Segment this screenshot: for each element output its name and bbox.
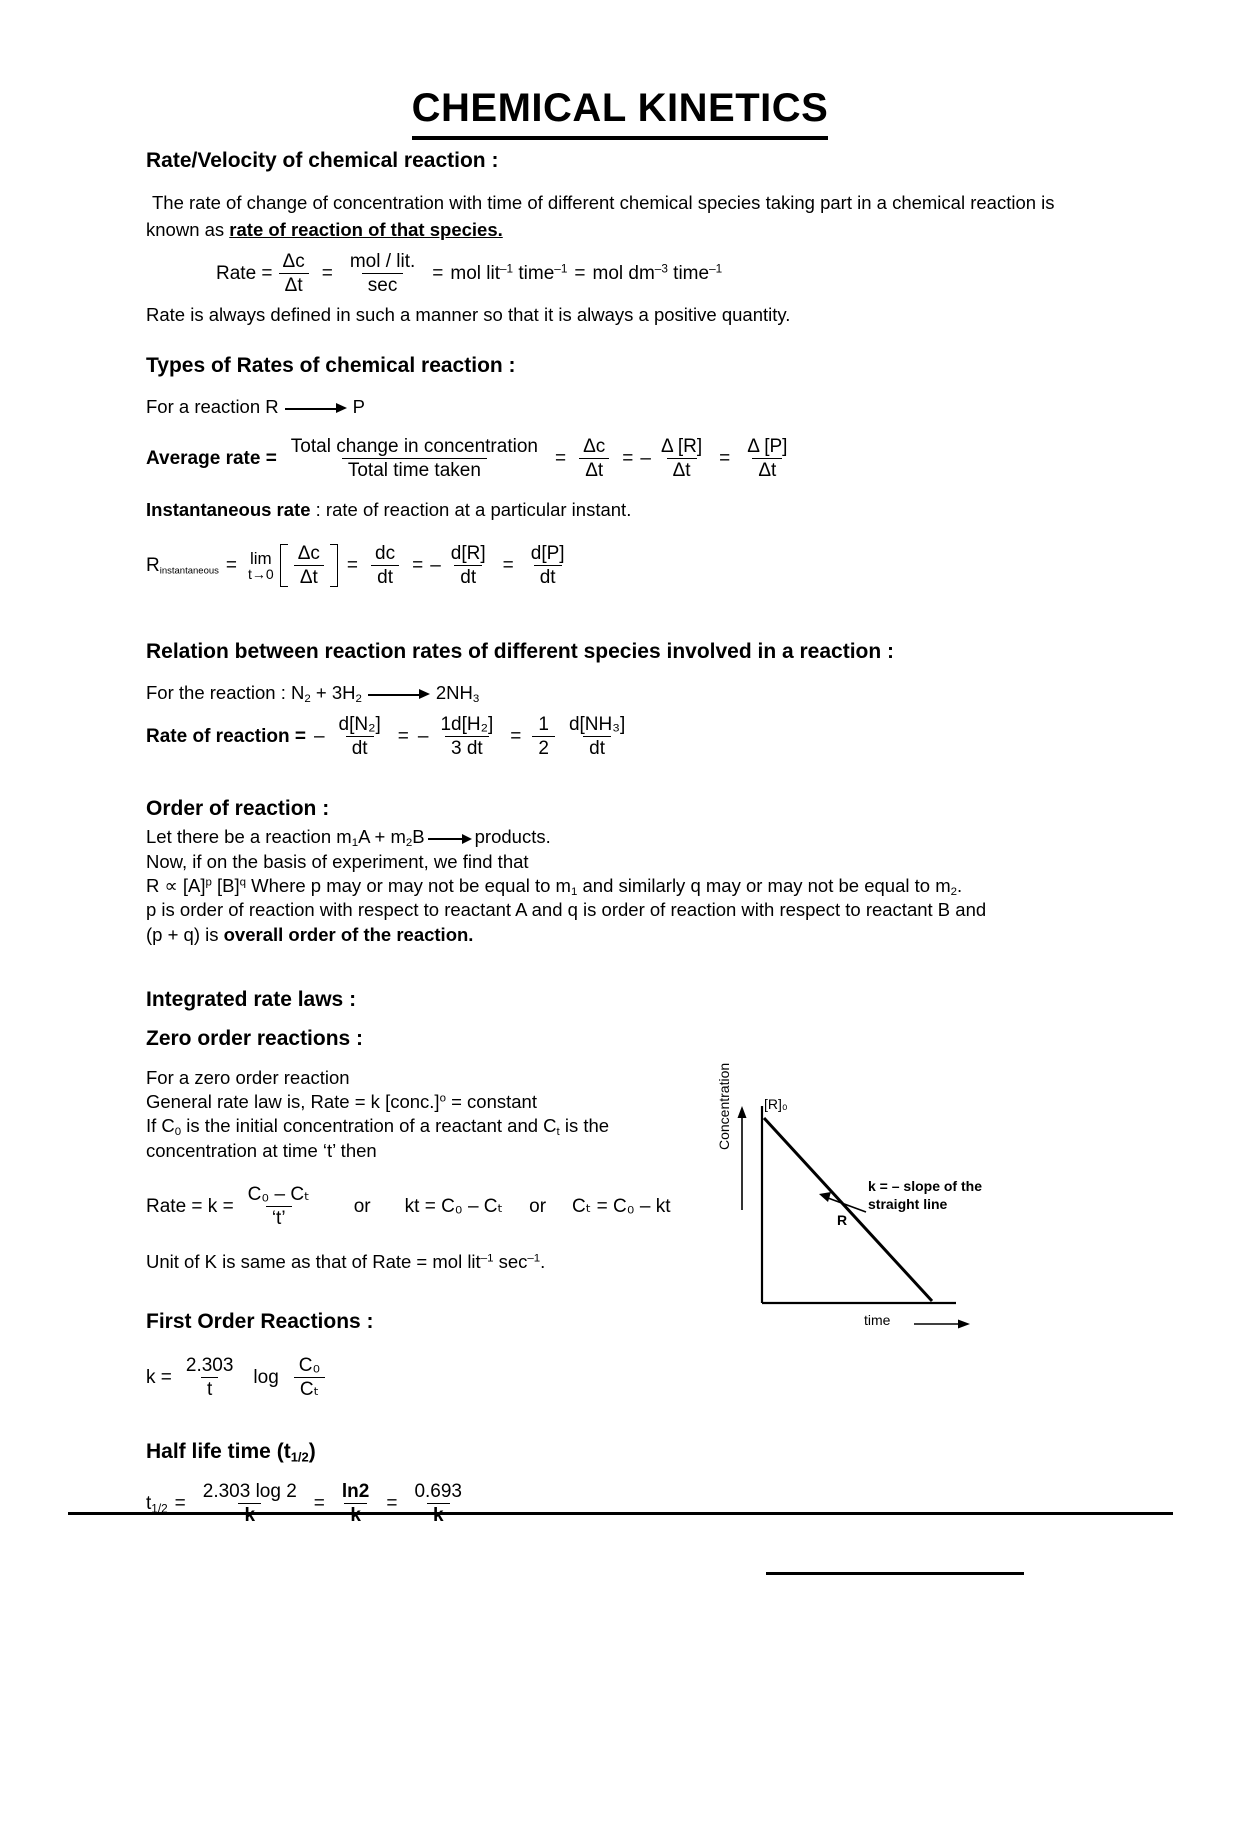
ammonia-h2-sub: 2 bbox=[355, 692, 362, 705]
ror-fraction-H2 bbox=[434, 715, 499, 758]
average-rate-num: Total change in concentration bbox=[290, 436, 538, 457]
graph-R-text: R bbox=[837, 1212, 848, 1228]
zero-order-Ct-sub: t bbox=[556, 1126, 560, 1139]
order-line3-m1-sub: 1 bbox=[570, 886, 578, 899]
rate-unit2-text: mol dm bbox=[592, 263, 655, 284]
rate-of-reaction-label: Rate of reaction = bbox=[146, 726, 306, 747]
half-life-eq2: = bbox=[386, 1493, 398, 1514]
order-line3-c: Where p may or may not be equal to m bbox=[246, 875, 571, 896]
ror-minus2: – bbox=[417, 726, 429, 747]
inst-br-den: Δt bbox=[294, 565, 324, 587]
average-rate-f3-den: Δt bbox=[667, 458, 697, 480]
average-rate-den: Total time taken bbox=[342, 458, 487, 480]
zero-order-exp-o: o bbox=[439, 1092, 446, 1105]
rate-formula-unit-1 bbox=[450, 264, 567, 283]
unit-note-c: . bbox=[540, 1251, 546, 1273]
graph-slope-annotation bbox=[868, 1178, 982, 1213]
first-order-label: k = bbox=[146, 1366, 172, 1388]
half-life-t-sub: 1/2 bbox=[151, 1502, 168, 1516]
graph-time-arrow-icon bbox=[958, 1320, 970, 1329]
rate-unit1-exp: –1 bbox=[500, 262, 514, 276]
instantaneous-rate-text: : rate of reaction at a particular instant. bbox=[310, 499, 632, 520]
rate-formula bbox=[216, 252, 1094, 295]
half-life-heading-b: ) bbox=[308, 1439, 316, 1463]
first-order-fraction-C0-Ct bbox=[293, 1356, 327, 1399]
ror-fraction-half bbox=[532, 715, 555, 758]
half-life-fraction-0693-k bbox=[408, 1482, 468, 1525]
r-instantaneous-subscript: instantaneous bbox=[159, 566, 219, 578]
zero-order-line3-b: is the initial concentration of a reactant and C bbox=[181, 1115, 557, 1137]
order-line3-a: R ∝ [A] bbox=[146, 875, 206, 896]
graph-annotation-arrow-icon bbox=[819, 1192, 831, 1202]
ror-f2-den: 3 dt bbox=[445, 736, 489, 758]
r-instantaneous-symbol bbox=[146, 555, 219, 578]
half-life-f2-num: ln2 bbox=[341, 1481, 370, 1502]
ror-f1-den: dt bbox=[346, 736, 374, 758]
order-line5-a: (p + q) is bbox=[146, 923, 224, 945]
average-rate-eq1: = bbox=[554, 448, 567, 469]
average-rate-label: Average rate = bbox=[146, 448, 277, 469]
footer-divider-short bbox=[766, 1572, 1024, 1575]
half-life-f3-den: k bbox=[427, 1503, 450, 1525]
heading-types-of-rates: Types of Rates of chemical reaction : bbox=[146, 354, 516, 378]
rate-formula-fraction-mol-sec bbox=[344, 252, 421, 295]
rate-unit2b-exp: –1 bbox=[709, 262, 723, 276]
ammonia-product: 2NH bbox=[435, 681, 473, 703]
average-rate-eq3: = bbox=[719, 448, 731, 469]
order-line3-m2-sub: 2 bbox=[950, 886, 957, 899]
first-order-log: log bbox=[253, 1366, 279, 1388]
rate-formula-eq2: = bbox=[432, 263, 444, 284]
rate-velocity-paragraph-line2 bbox=[146, 218, 1094, 242]
rate-formula-label: Rate = bbox=[216, 263, 273, 284]
bracket-left-icon bbox=[280, 544, 288, 587]
order-line-5 bbox=[146, 923, 1094, 947]
overall-order-emphasis: overall order of the reaction. bbox=[223, 923, 474, 945]
graph-R0-text: [R]₀ bbox=[764, 1096, 788, 1112]
zero-order-f1-num: C₀ – Cₜ bbox=[247, 1184, 310, 1206]
rate-positive-note: Rate is always defined in such a manner so that it is always a positive quantity. bbox=[146, 304, 791, 325]
rate-of-reaction-emphasis: rate of reaction of that species. bbox=[229, 218, 503, 240]
inst-minus: – bbox=[430, 555, 441, 577]
half-life-fraction-log2-k bbox=[197, 1482, 303, 1525]
order-q-exp: q bbox=[239, 876, 247, 889]
order-line-3 bbox=[146, 874, 1094, 898]
unit-note-exp2: –1 bbox=[527, 1252, 541, 1265]
zero-order-line3-c: is the bbox=[559, 1115, 610, 1137]
half-life-t: t bbox=[146, 1493, 152, 1514]
ror-fraction-NH3 bbox=[563, 715, 631, 758]
ror-f3-num: 1 bbox=[538, 714, 549, 735]
instantaneous-rate-label: Instantaneous rate bbox=[146, 499, 311, 520]
ammonia-nh3-sub: 3 bbox=[472, 692, 480, 705]
ror-fraction-N2 bbox=[333, 715, 387, 758]
rate-unit2b-text: time bbox=[667, 263, 710, 284]
order-line1-d: products. bbox=[474, 826, 551, 848]
order-reaction-arrow-icon bbox=[428, 833, 472, 843]
instantaneous-rate-formula bbox=[146, 544, 1094, 587]
half-life-heading-a: Half life time (t bbox=[146, 1439, 291, 1463]
first-order-formula bbox=[146, 1356, 1094, 1399]
rate-of-reaction-formula bbox=[146, 715, 1094, 758]
zero-order-line-1: For a zero order reaction bbox=[146, 1066, 350, 1088]
heading-half-life-time bbox=[146, 1439, 1094, 1464]
ror-f4-den: dt bbox=[583, 736, 611, 758]
order-line3-d: and similarly q may or may not be equal to m bbox=[577, 875, 951, 896]
order-line1-a: Let there be a reaction m bbox=[146, 826, 352, 848]
zero-order-formula-label: Rate = k = bbox=[146, 1196, 234, 1218]
inst-eq2: = bbox=[412, 555, 424, 577]
heading-integrated-rate-laws: Integrated rate laws : bbox=[146, 988, 357, 1012]
document-page bbox=[0, 86, 1240, 1838]
order-line3-b: [B] bbox=[211, 875, 240, 896]
footer-divider-wide bbox=[68, 1512, 1173, 1515]
heading-rate-velocity: Rate/Velocity of chemical reaction : bbox=[146, 149, 499, 172]
inst-f2-num: dc bbox=[375, 543, 396, 565]
graph-xlabel-text: time bbox=[864, 1312, 891, 1328]
instantaneous-rate-line bbox=[146, 498, 1094, 522]
zero-order-fraction bbox=[242, 1185, 316, 1228]
ammonia-reaction-prefix: For the reaction : N bbox=[146, 681, 305, 703]
order-m2-sub: 2 bbox=[405, 837, 413, 850]
zero-order-line2-b: = constant bbox=[445, 1091, 537, 1112]
rate-formula-eq1: = bbox=[321, 263, 333, 284]
r-instantaneous-r: R bbox=[146, 555, 160, 577]
rate-unit1-text: mol lit bbox=[450, 263, 501, 284]
rate-formula-den1: Δt bbox=[279, 273, 309, 295]
zero-order-line2-a: General rate law is, Rate = k [conc.] bbox=[146, 1091, 440, 1112]
rate-unit2-exp: –3 bbox=[654, 262, 668, 276]
average-rate-eq2: = bbox=[622, 448, 634, 469]
reaction-r-to-p bbox=[146, 395, 1094, 419]
ammonia-reaction-arrow-icon bbox=[368, 689, 430, 699]
average-rate-fraction-dP-dt bbox=[741, 437, 793, 480]
inst-fraction-dR-dt bbox=[445, 544, 492, 587]
heading-zero-order-reactions: Zero order reactions : bbox=[146, 1027, 364, 1051]
zero-order-or1: or bbox=[353, 1196, 371, 1218]
rate-formula-eq3: = bbox=[574, 263, 586, 284]
ror-eq2: = bbox=[510, 726, 522, 747]
unit-note-a: Unit of K is same as that of Rate = mol lit bbox=[146, 1251, 481, 1273]
inst-fraction-dP-dt bbox=[525, 544, 571, 587]
bracket-right-icon bbox=[330, 544, 338, 587]
inst-f3-num: d[R] bbox=[450, 543, 486, 565]
average-rate-f2-num: Δc bbox=[583, 436, 606, 457]
reaction-r-to-p-prefix: For a reaction R bbox=[146, 395, 279, 417]
zero-order-concentration-time-graph bbox=[716, 1062, 982, 1335]
inst-f4-num: d[P] bbox=[530, 543, 565, 565]
rate-formula-unit-2 bbox=[593, 264, 723, 283]
rate-velocity-paragraph-line1: The rate of change of concentration with time of different chemical species taking part in a chemical reaction is bbox=[152, 192, 1055, 214]
half-life-eq1: = bbox=[313, 1493, 325, 1514]
ror-f2-num: 1d[H₂] bbox=[440, 714, 494, 735]
zero-order-C0-sub: 0 bbox=[174, 1126, 182, 1139]
order-line-4: p is order of reaction with respect to reactant A and q is order of reaction with respect to reactant B and bbox=[146, 899, 987, 921]
graph-concentration-arrow-icon bbox=[738, 1106, 747, 1118]
unit-note-b: sec bbox=[493, 1251, 528, 1273]
inst-fraction-dc-dt bbox=[292, 544, 326, 587]
graph-x-axis-label bbox=[864, 1312, 890, 1328]
ror-f3-den: 2 bbox=[532, 736, 555, 758]
inst-f4-den: dt bbox=[534, 565, 562, 587]
half-life-f1-num: 2.303 log 2 bbox=[202, 1481, 297, 1502]
zero-order-expr1: kt = C₀ – Cₜ bbox=[404, 1196, 504, 1218]
inst-eq0: = bbox=[225, 555, 238, 577]
rate-formula-fraction-dc-dt bbox=[277, 252, 311, 295]
ror-minus1: – bbox=[313, 726, 325, 747]
half-life-f3-num: 0.693 bbox=[414, 1481, 462, 1502]
graph-initial-concentration-label bbox=[764, 1096, 788, 1112]
half-life-formula bbox=[146, 1482, 1094, 1525]
ammonia-reaction-mid: + 3H bbox=[310, 681, 356, 703]
inst-f2-den: dt bbox=[371, 565, 399, 587]
zero-order-expr2: Cₜ = C₀ – kt bbox=[572, 1196, 671, 1218]
average-rate-f2-den: Δt bbox=[579, 458, 609, 480]
average-rate-f3-num: Δ [R] bbox=[660, 436, 703, 457]
order-line1-b: A + m bbox=[358, 826, 406, 848]
first-order-f1-den: t bbox=[201, 1377, 218, 1399]
inst-fraction-dcdt-2 bbox=[369, 544, 401, 587]
limit-lim: lim bbox=[250, 548, 272, 568]
heading-order-of-reaction: Order of reaction : bbox=[146, 797, 330, 820]
zero-order-line3-a: If C bbox=[146, 1115, 175, 1137]
average-rate-f4-num: Δ [P] bbox=[747, 436, 788, 457]
first-order-f2-den: Cₜ bbox=[294, 1377, 325, 1399]
inst-f3-den: dt bbox=[454, 565, 482, 587]
half-life-eq0: = bbox=[174, 1493, 186, 1514]
zero-order-or2: or bbox=[529, 1196, 547, 1218]
inst-eq1: = bbox=[346, 555, 359, 577]
order-m1-sub: 1 bbox=[351, 837, 359, 850]
graph-y-axis-label bbox=[716, 1063, 732, 1150]
half-life-heading-sub: 1/2 bbox=[290, 1449, 309, 1465]
first-order-fraction-2303-t bbox=[180, 1356, 240, 1399]
rate-formula-num1: Δc bbox=[282, 251, 305, 272]
heading-first-order-reactions: First Order Reactions : bbox=[146, 1309, 374, 1333]
half-life-fraction-ln2-k bbox=[336, 1482, 375, 1525]
rate-velocity-line2-prefix: known as bbox=[146, 218, 230, 240]
inst-br-num: Δc bbox=[297, 543, 320, 565]
graph-curve-label bbox=[837, 1212, 847, 1228]
average-rate-fraction-dc-dt bbox=[577, 437, 611, 480]
zero-order-line-4: concentration at time ‘t’ then bbox=[146, 1139, 377, 1161]
order-line3-e: . bbox=[957, 875, 963, 896]
half-life-f2-den: k bbox=[344, 1503, 367, 1525]
average-rate-f4-den: Δt bbox=[752, 458, 782, 480]
half-life-symbol bbox=[146, 1493, 168, 1516]
average-rate-formula bbox=[146, 437, 1094, 480]
ror-f4-num: d[NH₃] bbox=[568, 714, 626, 735]
rate-unit1b-exp: –1 bbox=[554, 262, 568, 276]
graph-annotation-line2: straight line bbox=[868, 1195, 948, 1212]
order-line-2: Now, if on the basis of experiment, we find that bbox=[146, 850, 529, 872]
graph-ylabel-text: Concentration bbox=[716, 1062, 732, 1150]
bracket-group bbox=[280, 544, 338, 587]
ror-f1-num: d[N₂] bbox=[338, 714, 381, 735]
limit-operator bbox=[248, 550, 274, 583]
ror-eq1: = bbox=[397, 726, 409, 747]
half-life-f1-den: k bbox=[238, 1503, 261, 1525]
unit-note-exp1: –1 bbox=[480, 1252, 494, 1265]
ammonia-reaction-equation bbox=[146, 681, 1094, 705]
order-line1-c: B bbox=[412, 826, 425, 848]
average-rate-main-fraction bbox=[285, 437, 544, 480]
inst-eq3: = bbox=[502, 555, 514, 577]
rate-unit1b-text: time bbox=[513, 263, 555, 284]
heading-relation-between-rates: Relation between reaction rates of different species involved in a reaction : bbox=[146, 640, 895, 664]
first-order-f2-num: C₀ bbox=[298, 1354, 321, 1376]
rate-formula-den2: sec bbox=[362, 273, 404, 295]
average-rate-fraction-dR-dt bbox=[655, 437, 708, 480]
reaction-arrow-icon bbox=[285, 403, 347, 413]
first-order-f1-num: 2.303 bbox=[185, 1354, 234, 1376]
page-title-text: CHEMICAL KINETICS bbox=[412, 86, 829, 140]
reaction-r-to-p-suffix: P bbox=[352, 395, 365, 417]
limit-t-to-0: t→0 bbox=[248, 566, 274, 583]
order-p-exp: p bbox=[205, 876, 212, 889]
average-rate-minus: – bbox=[640, 448, 651, 469]
rate-formula-num2: mol / lit. bbox=[349, 251, 416, 272]
order-line-1 bbox=[146, 825, 1094, 849]
zero-order-f1-den: ‘t’ bbox=[266, 1206, 292, 1228]
ammonia-n2-sub: 2 bbox=[304, 692, 311, 705]
graph-annotation-line1: k = – slope of the bbox=[868, 1178, 982, 1194]
